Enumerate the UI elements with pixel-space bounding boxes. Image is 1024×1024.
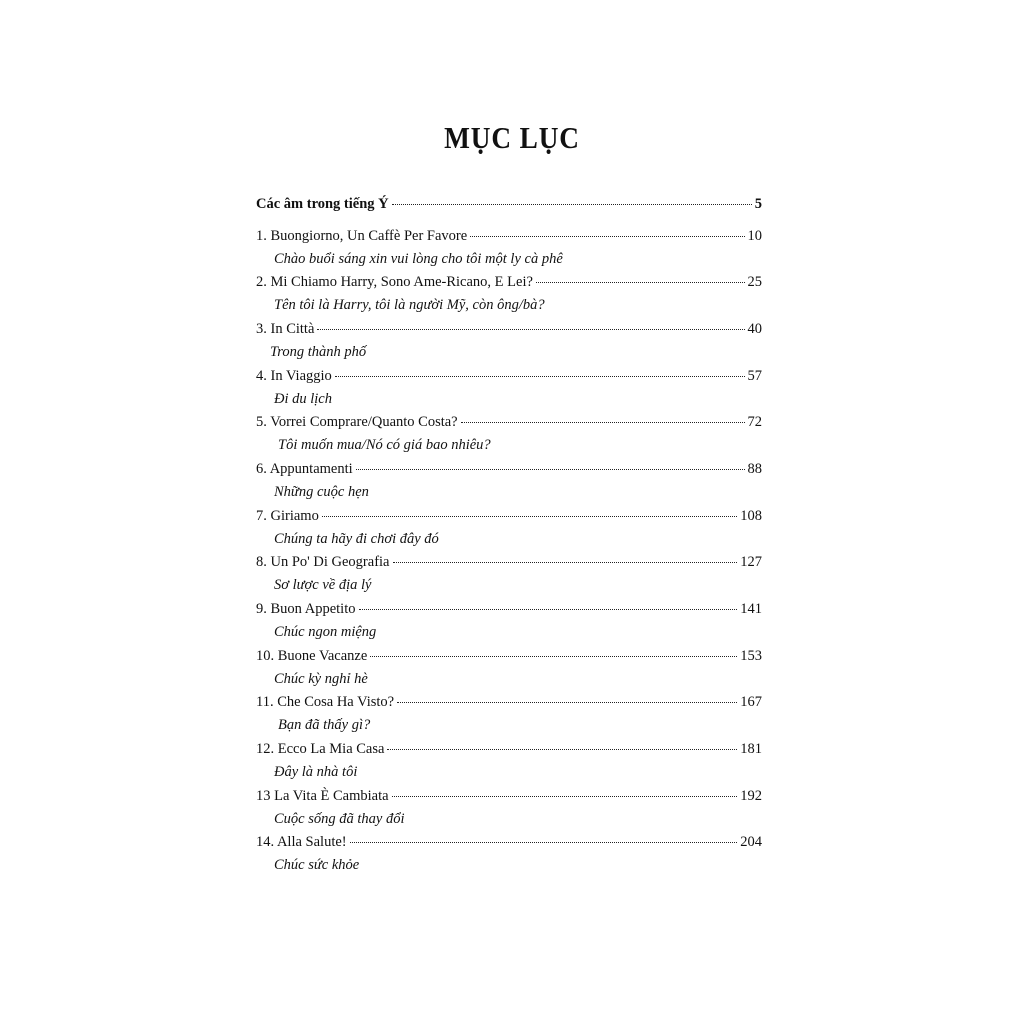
toc-page-number: 204 [740,834,762,850]
toc-entry-14[interactable] [256,834,762,854]
toc-entry-label: Các âm trong tiếng Ý [256,196,389,212]
toc-entry-10[interactable] [256,648,762,668]
dot-leader [317,328,744,330]
toc-entry-label: 12. Ecco La Mia Casa [256,741,385,757]
toc-page-number: 167 [740,694,762,710]
toc-entry-label: 13 La Vita È Cambiata [256,788,389,804]
toc-page-number: 40 [747,321,762,337]
dot-leader [536,281,745,283]
toc-subtitle-7: Chúng ta hãy đi chơi đây đó [274,531,439,547]
toc-entry-9[interactable] [256,601,762,621]
toc-entry-label: 6. Appuntamenti [256,461,353,477]
toc-page-number: 88 [747,461,762,477]
toc-entry-label: 10. Buone Vacanze [256,648,368,664]
toc-page-number: 10 [747,228,762,244]
dot-leader [461,421,745,423]
toc-entry-label: 1. Buongiorno, Un Caffè Per Favore [256,228,468,244]
dot-leader [350,841,738,843]
toc-page-number: 72 [747,414,762,430]
dot-leader [393,561,738,563]
toc-entry-label: 4. In Viaggio [256,368,332,384]
toc-entry-2[interactable] [256,274,762,294]
toc-entry-4[interactable] [256,368,762,388]
toc-entry-label: 9. Buon Appetito [256,601,356,617]
dot-leader [387,748,737,750]
toc-entry-11[interactable] [256,694,762,714]
toc-subtitle-6: Những cuộc hẹn [274,484,369,500]
toc-entry-8[interactable] [256,554,762,574]
dot-leader [370,655,737,657]
toc-page-number: 181 [740,741,762,757]
dot-leader [397,701,737,703]
toc-subtitle-3: Trong thành phố [270,344,367,360]
toc-subtitle-1: Chào buổi sáng xin vui lòng cho tôi một ly cà phê [274,251,563,267]
toc-subtitle-11: Bạn đã thấy gì? [278,717,371,733]
toc-entry-3[interactable] [256,321,762,341]
toc-page-number: 153 [740,648,762,664]
toc-entry-label: 11. Che Cosa Ha Visto? [256,694,395,710]
dot-leader [359,608,738,610]
toc-entry-12[interactable] [256,741,762,761]
toc-entry-label: 7. Giriamo [256,508,319,524]
toc-subtitle-10: Chúc kỳ nghỉ hè [274,671,368,687]
toc-subtitle-2: Tên tôi là Harry, tôi là người Mỹ, còn ông/bà? [274,297,545,313]
toc-page-number: 57 [747,368,762,384]
toc-page-number: 25 [747,274,762,290]
toc-entry-6[interactable] [256,461,762,481]
dot-leader [392,795,738,797]
dot-leader [392,203,752,205]
dot-leader [322,515,737,517]
toc-page-number: 5 [754,196,762,212]
dot-leader [470,235,744,237]
toc-page-number: 192 [740,788,762,804]
dot-leader [356,468,745,470]
toc-page-number: 141 [740,601,762,617]
toc-subtitle-8: Sơ lược về địa lý [274,577,372,593]
page-title: MỤC LỤC [444,120,580,155]
toc-subtitle-13: Cuộc sống đã thay đổi [274,811,405,827]
toc-subtitle-14: Chúc sức khỏe [274,857,360,873]
toc-entry-7[interactable] [256,508,762,528]
toc-entry-label: 8. Un Po' Di Geografia [256,554,390,570]
toc-entry-13[interactable] [256,788,762,808]
toc-entry-label: 3. In Città [256,321,315,337]
toc-entry-intro[interactable] [256,196,762,216]
toc-entry-5[interactable] [256,414,762,434]
toc-entry-label: 14. Alla Salute! [256,834,347,850]
dot-leader [335,375,745,377]
toc-page-number: 108 [740,508,762,524]
toc-entry-label: 2. Mi Chiamo Harry, Sono Ame-Ricano, E Lei? [256,274,533,290]
toc-subtitle-4: Đi du lịch [274,391,332,407]
toc-page-number: 127 [740,554,762,570]
toc-subtitle-12: Đây là nhà tôi [274,764,358,780]
toc-entry-1[interactable] [256,228,762,248]
toc-subtitle-5: Tôi muốn mua/Nó có giá bao nhiêu? [278,437,491,453]
toc-subtitle-9: Chúc ngon miệng [274,624,377,640]
toc-entry-label: 5. Vorrei Comprare/Quanto Costa? [256,414,458,430]
